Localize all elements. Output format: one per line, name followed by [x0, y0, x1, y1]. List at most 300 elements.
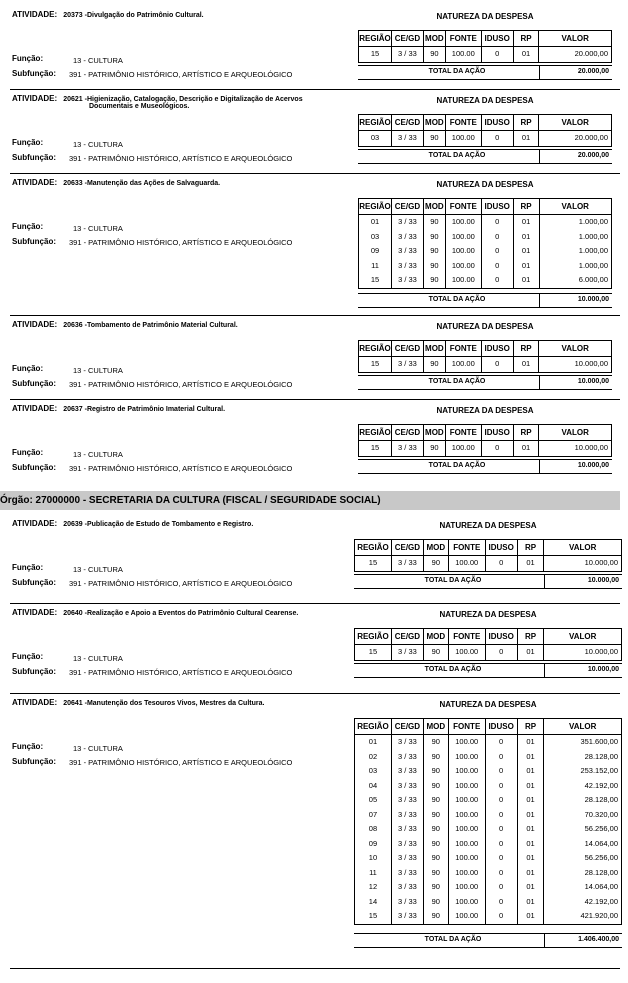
total-row	[354, 574, 622, 589]
atividade-description: Publicação de Estudo de Tombamento e Registro.	[86, 521, 254, 528]
column-header-fonte: FONTE	[445, 199, 481, 215]
table-cell: 90	[423, 47, 445, 63]
table-cell: 90	[423, 273, 445, 288]
atividade-code: 20633 -	[63, 180, 87, 187]
total-row	[354, 663, 622, 678]
table-cell: 100.00	[448, 645, 485, 661]
action-block	[0, 318, 628, 398]
column-header-mod: MOD	[423, 31, 445, 47]
atividade-description: Manutenção das Ações de Salvaguarda.	[86, 180, 221, 187]
table-cell: 3 / 33	[391, 866, 423, 881]
table-cell: 3 / 33	[391, 808, 423, 823]
table-cell: 01	[513, 244, 539, 259]
table-row	[355, 645, 622, 661]
table-row	[355, 793, 622, 808]
total-row	[354, 933, 622, 948]
table-cell: 01	[513, 131, 539, 147]
action-block	[0, 8, 628, 88]
table-cell: 90	[423, 556, 448, 572]
atividade-description: Tombamento de Patrimônio Material Cultural.	[86, 322, 238, 329]
funcao-value: 13 - CULTURA	[73, 744, 123, 753]
column-header-mod: MOD	[423, 540, 448, 556]
table-cell: 3 / 33	[391, 556, 423, 572]
column-header-regiao: REGIÃO	[359, 199, 392, 215]
atividade-description: Divulgação do Patrimônio Cultural.	[86, 12, 204, 19]
subfuncao-label: Subfunção:	[12, 237, 56, 246]
table-cell: 10.000,00	[539, 441, 612, 457]
table-cell: 90	[423, 750, 448, 765]
table-row	[359, 259, 612, 274]
table-cell: 100.00	[448, 822, 485, 837]
atividade-line	[12, 608, 298, 617]
funcao-label: Função:	[12, 563, 44, 572]
table-cell: 42.192,00	[544, 779, 622, 794]
table-cell: 14	[355, 895, 392, 910]
table-cell: 90	[423, 764, 448, 779]
table-cell: 0	[481, 230, 513, 245]
total-row	[358, 293, 612, 308]
column-header-regiao: REGIÃO	[355, 629, 392, 645]
total-value: 10.000,00	[577, 378, 609, 385]
atividade-label: ATIVIDADE:	[12, 698, 58, 707]
column-header-iduso: IDUSO	[481, 425, 513, 441]
atividade-line	[12, 178, 220, 187]
atividade-label: ATIVIDADE:	[12, 608, 58, 617]
atividade-label: ATIVIDADE:	[12, 178, 58, 187]
table-cell: 90	[423, 909, 448, 924]
table-cell: 0	[485, 645, 517, 661]
column-header-cegd: CE/GD	[391, 629, 423, 645]
table-cell: 0	[485, 880, 517, 895]
table-cell: 90	[423, 808, 448, 823]
action-block	[0, 606, 628, 686]
table-cell: 01	[517, 779, 544, 794]
total-label: TOTAL DA AÇÃO	[424, 577, 482, 584]
table-cell: 09	[355, 837, 392, 852]
table-cell: 0	[481, 273, 513, 288]
table-cell: 0	[485, 895, 517, 910]
subfuncao-value: 391 - PATRIMÔNIO HISTÓRICO, ARTÍSTICO E ARQUEOLÓGICO	[69, 758, 293, 767]
table-cell: 0	[481, 215, 513, 230]
table-cell: 56.256,00	[544, 822, 622, 837]
table-cell: 02	[355, 750, 392, 765]
column-header-iduso: IDUSO	[485, 719, 517, 735]
table-cell: 3 / 33	[391, 357, 423, 373]
column-header-fonte: FONTE	[445, 425, 481, 441]
table-row	[355, 735, 622, 750]
funcao-value: 13 - CULTURA	[73, 654, 123, 663]
subfuncao-value: 391 - PATRIMÔNIO HISTÓRICO, ARTÍSTICO E ARQUEOLÓGICO	[69, 668, 293, 677]
table-cell: 100.00	[445, 230, 481, 245]
atividade-line	[12, 698, 264, 707]
column-header-mod: MOD	[423, 629, 448, 645]
table-cell: 56.256,00	[544, 851, 622, 866]
table-cell: 10	[355, 851, 392, 866]
table-cell: 1.000,00	[539, 230, 612, 245]
total-value: 10.000,00	[587, 666, 619, 673]
orgao-header: Órgão: 27000000 - SECRETARIA DA CULTURA (FISCAL / SEGURIDADE SOCIAL)	[0, 491, 620, 510]
table-cell: 90	[423, 230, 445, 245]
column-header-mod: MOD	[423, 115, 445, 131]
table-cell: 100.00	[445, 273, 481, 288]
subfuncao-label: Subfunção:	[12, 757, 56, 766]
table-cell: 3 / 33	[391, 259, 423, 274]
table-cell: 0	[485, 909, 517, 924]
action-block	[0, 696, 628, 943]
total-separator	[539, 459, 540, 473]
table-cell: 3 / 33	[391, 131, 423, 147]
total-separator	[539, 65, 540, 79]
table-cell: 3 / 33	[391, 441, 423, 457]
column-header-regiao: REGIÃO	[359, 115, 392, 131]
natureza-heading: NATUREZA DA DESPESA	[436, 406, 534, 415]
column-header-valor: VALOR	[544, 540, 622, 556]
atividade-label: ATIVIDADE:	[12, 94, 58, 103]
natureza-heading: NATUREZA DA DESPESA	[439, 610, 537, 619]
action-block	[0, 517, 628, 597]
table-cell: 42.192,00	[544, 895, 622, 910]
column-header-rp: RP	[513, 199, 539, 215]
column-header-regiao: REGIÃO	[355, 719, 392, 735]
column-header-mod: MOD	[423, 425, 445, 441]
expense-table	[358, 198, 612, 289]
table-cell: 15	[359, 273, 392, 288]
table-cell: 90	[423, 131, 445, 147]
table-cell: 01	[517, 645, 544, 661]
table-row	[359, 215, 612, 230]
table-cell: 421.920,00	[544, 909, 622, 924]
separator-line	[10, 399, 620, 400]
total-label: TOTAL DA AÇÃO	[428, 68, 486, 75]
atividade-code: 20641 -	[63, 700, 87, 707]
total-label: TOTAL DA AÇÃO	[428, 152, 486, 159]
table-cell: 90	[423, 822, 448, 837]
subfuncao-label: Subfunção:	[12, 379, 56, 388]
table-row	[355, 866, 622, 881]
table-cell: 100.00	[445, 259, 481, 274]
table-cell: 15	[359, 47, 392, 63]
column-header-cegd: CE/GD	[391, 115, 423, 131]
table-cell: 10.000,00	[539, 357, 612, 373]
column-header-valor: VALOR	[544, 719, 622, 735]
natureza-heading: NATUREZA DA DESPESA	[439, 700, 537, 709]
atividade-line	[12, 404, 225, 413]
table-cell: 11	[359, 259, 392, 274]
column-header-valor: VALOR	[539, 199, 612, 215]
table-cell: 90	[423, 735, 448, 750]
table-cell: 6.000,00	[539, 273, 612, 288]
expense-table	[358, 340, 612, 373]
column-header-cegd: CE/GD	[391, 719, 423, 735]
table-cell: 28.128,00	[544, 793, 622, 808]
table-cell: 100.00	[445, 244, 481, 259]
table-cell: 90	[423, 851, 448, 866]
table-cell: 253.152,00	[544, 764, 622, 779]
table-cell: 01	[513, 259, 539, 274]
column-header-mod: MOD	[423, 199, 445, 215]
table-cell: 20.000,00	[539, 47, 612, 63]
table-row	[355, 764, 622, 779]
table-cell: 90	[423, 837, 448, 852]
table-cell: 15	[355, 556, 392, 572]
column-header-cegd: CE/GD	[391, 31, 423, 47]
table-cell: 100.00	[448, 909, 485, 924]
table-cell: 90	[423, 866, 448, 881]
table-cell: 14.064,00	[544, 880, 622, 895]
total-row	[358, 65, 612, 80]
atividade-description: Higienização, Catalogação, Descrição e Digitalização de Acervos	[86, 96, 303, 103]
total-value: 20.000,00	[577, 152, 609, 159]
funcao-label: Função:	[12, 138, 44, 147]
total-separator	[539, 375, 540, 389]
column-header-fonte: FONTE	[448, 719, 485, 735]
funcao-label: Função:	[12, 54, 44, 63]
funcao-label: Função:	[12, 448, 44, 457]
natureza-heading: NATUREZA DA DESPESA	[436, 12, 534, 21]
table-cell: 100.00	[448, 808, 485, 823]
expense-table	[358, 114, 612, 147]
table-cell: 90	[423, 259, 445, 274]
table-cell: 01	[513, 47, 539, 63]
total-separator	[544, 574, 545, 588]
table-row	[359, 441, 612, 457]
table-cell: 0	[481, 244, 513, 259]
table-row	[355, 808, 622, 823]
subfuncao-value: 391 - PATRIMÔNIO HISTÓRICO, ARTÍSTICO E ARQUEOLÓGICO	[69, 70, 293, 79]
table-cell: 15	[359, 441, 392, 457]
subfuncao-label: Subfunção:	[12, 153, 56, 162]
funcao-value: 13 - CULTURA	[73, 140, 123, 149]
atividade-code: 20636 -	[63, 322, 87, 329]
column-header-rp: RP	[513, 115, 539, 131]
table-row	[355, 556, 622, 572]
column-header-iduso: IDUSO	[481, 199, 513, 215]
atividade-label: ATIVIDADE:	[12, 519, 58, 528]
column-header-iduso: IDUSO	[485, 629, 517, 645]
table-cell: 100.00	[445, 131, 481, 147]
column-header-fonte: FONTE	[445, 31, 481, 47]
table-row	[359, 131, 612, 147]
table-cell: 90	[423, 441, 445, 457]
natureza-heading: NATUREZA DA DESPESA	[436, 96, 534, 105]
table-cell: 100.00	[448, 750, 485, 765]
subfuncao-label: Subfunção:	[12, 463, 56, 472]
table-cell: 100.00	[445, 441, 481, 457]
total-value: 10.000,00	[577, 462, 609, 469]
table-cell: 351.600,00	[544, 735, 622, 750]
table-cell: 100.00	[448, 837, 485, 852]
table-cell: 0	[485, 735, 517, 750]
table-cell: 0	[481, 441, 513, 457]
funcao-label: Função:	[12, 222, 44, 231]
atividade-description: Realização e Apoio a Eventos do Patrimônio Cultural Cearense.	[86, 610, 299, 617]
table-row	[359, 273, 612, 288]
total-value: 1.406.400,00	[578, 936, 619, 943]
table-cell: 100.00	[445, 47, 481, 63]
table-cell: 01	[517, 909, 544, 924]
separator-line	[10, 603, 620, 604]
column-header-valor: VALOR	[539, 115, 612, 131]
table-cell: 03	[359, 131, 392, 147]
table-cell: 0	[485, 808, 517, 823]
table-cell: 01	[517, 808, 544, 823]
table-cell: 01	[517, 851, 544, 866]
total-separator	[544, 663, 545, 677]
table-cell: 08	[355, 822, 392, 837]
column-header-rp: RP	[513, 425, 539, 441]
column-header-cegd: CE/GD	[391, 540, 423, 556]
separator-line	[10, 89, 620, 90]
column-header-iduso: IDUSO	[481, 31, 513, 47]
table-cell: 0	[485, 851, 517, 866]
table-cell: 1.000,00	[539, 259, 612, 274]
atividade-label: ATIVIDADE:	[12, 404, 58, 413]
funcao-value: 13 - CULTURA	[73, 450, 123, 459]
table-cell: 0	[485, 866, 517, 881]
table-cell: 01	[517, 735, 544, 750]
table-cell: 3 / 33	[391, 793, 423, 808]
column-header-valor: VALOR	[539, 425, 612, 441]
column-header-fonte: FONTE	[448, 629, 485, 645]
subfuncao-value: 391 - PATRIMÔNIO HISTÓRICO, ARTÍSTICO E ARQUEOLÓGICO	[69, 154, 293, 163]
atividade-line	[12, 519, 253, 528]
table-cell: 3 / 33	[391, 822, 423, 837]
table-row	[359, 244, 612, 259]
table-cell: 100.00	[448, 779, 485, 794]
table-cell: 100.00	[448, 764, 485, 779]
column-header-cegd: CE/GD	[391, 341, 423, 357]
table-cell: 100.00	[448, 895, 485, 910]
table-cell: 0	[481, 259, 513, 274]
table-row	[355, 851, 622, 866]
table-cell: 01	[517, 895, 544, 910]
table-cell: 14.064,00	[544, 837, 622, 852]
table-cell: 3 / 33	[391, 273, 423, 288]
table-cell: 0	[485, 837, 517, 852]
funcao-label: Função:	[12, 742, 44, 751]
total-label: TOTAL DA AÇÃO	[428, 296, 486, 303]
funcao-value: 13 - CULTURA	[73, 56, 123, 65]
table-cell: 07	[355, 808, 392, 823]
table-cell: 10.000,00	[544, 645, 622, 661]
table-cell: 3 / 33	[391, 735, 423, 750]
table-cell: 01	[517, 866, 544, 881]
table-cell: 1.000,00	[539, 215, 612, 230]
table-cell: 90	[423, 779, 448, 794]
column-header-cegd: CE/GD	[391, 425, 423, 441]
table-cell: 0	[485, 556, 517, 572]
atividade-line	[12, 320, 238, 329]
table-row	[359, 47, 612, 63]
column-header-fonte: FONTE	[445, 341, 481, 357]
column-header-regiao: REGIÃO	[359, 425, 392, 441]
atividade-code: 20639 -	[63, 521, 87, 528]
table-cell: 100.00	[448, 880, 485, 895]
action-block	[0, 92, 628, 172]
table-cell: 28.128,00	[544, 750, 622, 765]
column-header-cegd: CE/GD	[391, 199, 423, 215]
table-cell: 100.00	[445, 357, 481, 373]
table-cell: 90	[423, 645, 448, 661]
atividade-code: 20640 -	[63, 610, 87, 617]
table-cell: 90	[423, 244, 445, 259]
atividade-line	[12, 94, 303, 110]
funcao-value: 13 - CULTURA	[73, 565, 123, 574]
table-cell: 0	[485, 822, 517, 837]
table-cell: 1.000,00	[539, 244, 612, 259]
table-cell: 0	[485, 750, 517, 765]
table-cell: 01	[517, 556, 544, 572]
table-cell: 3 / 33	[391, 645, 423, 661]
column-header-rp: RP	[513, 341, 539, 357]
atividade-label: ATIVIDADE:	[12, 320, 58, 329]
table-cell: 01	[517, 793, 544, 808]
total-row	[358, 149, 612, 164]
table-cell: 01	[513, 273, 539, 288]
column-header-fonte: FONTE	[448, 540, 485, 556]
funcao-label: Função:	[12, 364, 44, 373]
total-label: TOTAL DA AÇÃO	[428, 462, 486, 469]
table-cell: 15	[355, 645, 392, 661]
atividade-code: 20621 -	[63, 96, 87, 103]
table-cell: 100.00	[448, 556, 485, 572]
total-value: 10.000,00	[587, 577, 619, 584]
total-separator	[544, 933, 545, 947]
column-header-regiao: REGIÃO	[355, 540, 392, 556]
table-cell: 01	[517, 750, 544, 765]
table-cell: 01	[517, 880, 544, 895]
table-cell: 3 / 33	[391, 779, 423, 794]
natureza-heading: NATUREZA DA DESPESA	[436, 180, 534, 189]
total-value: 10.000,00	[577, 296, 609, 303]
table-cell: 100.00	[448, 866, 485, 881]
table-cell: 3 / 33	[391, 215, 423, 230]
table-cell: 3 / 33	[391, 47, 423, 63]
table-cell: 3 / 33	[391, 244, 423, 259]
total-separator	[539, 149, 540, 163]
natureza-heading: NATUREZA DA DESPESA	[439, 521, 537, 530]
subfuncao-value: 391 - PATRIMÔNIO HISTÓRICO, ARTÍSTICO E ARQUEOLÓGICO	[69, 579, 293, 588]
table-cell: 3 / 33	[391, 851, 423, 866]
separator-line	[10, 315, 620, 316]
atividade-line	[12, 10, 204, 19]
action-block	[0, 176, 628, 303]
table-cell: 01	[517, 764, 544, 779]
table-row	[355, 822, 622, 837]
table-cell: 12	[355, 880, 392, 895]
funcao-label: Função:	[12, 652, 44, 661]
table-cell: 04	[355, 779, 392, 794]
column-header-iduso: IDUSO	[485, 540, 517, 556]
atividade-description-cont: Documentais e Museológicos.	[89, 103, 190, 110]
table-cell: 0	[481, 131, 513, 147]
expense-table	[354, 628, 622, 661]
table-row	[355, 909, 622, 924]
action-block	[0, 402, 628, 482]
table-row	[355, 880, 622, 895]
table-cell: 01	[355, 735, 392, 750]
expense-table	[354, 718, 622, 925]
natureza-heading: NATUREZA DA DESPESA	[436, 322, 534, 331]
table-cell: 15	[355, 909, 392, 924]
table-cell: 0	[481, 357, 513, 373]
table-cell: 0	[481, 47, 513, 63]
total-row	[358, 375, 612, 390]
table-cell: 01	[513, 215, 539, 230]
table-cell: 0	[485, 793, 517, 808]
subfuncao-label: Subfunção:	[12, 578, 56, 587]
total-label: TOTAL DA AÇÃO	[428, 378, 486, 385]
